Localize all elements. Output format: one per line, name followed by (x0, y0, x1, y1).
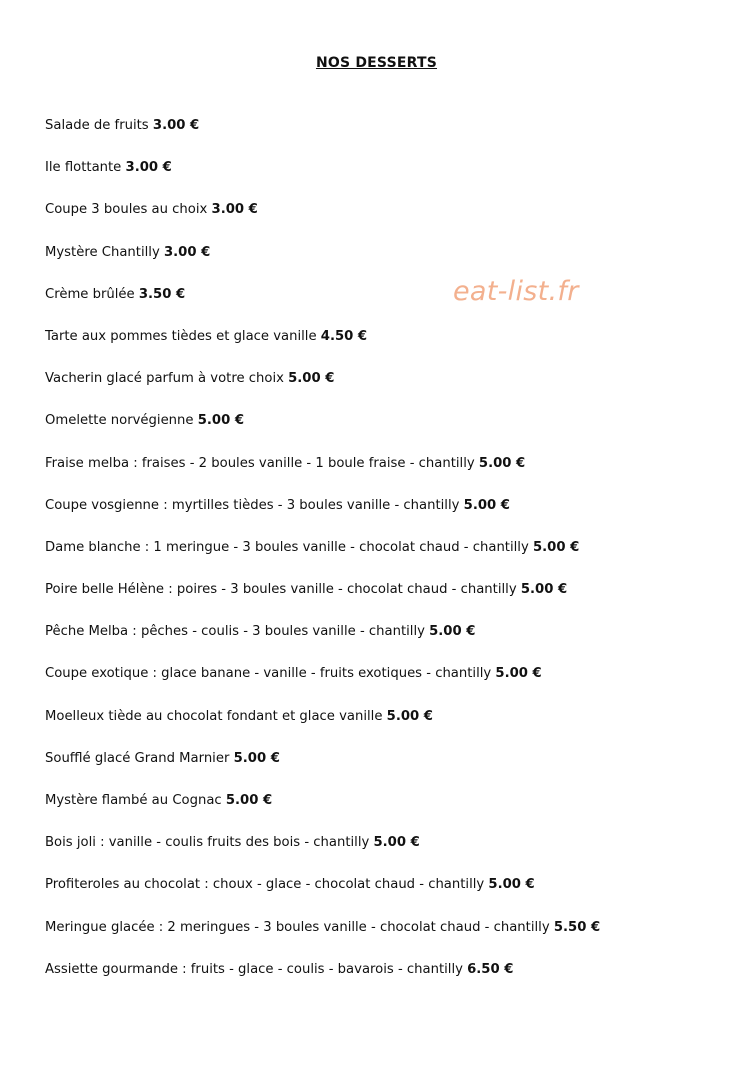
dessert-list (45, 116, 600, 1002)
menu-item-price: 3.50 € (138, 286, 186, 302)
menu-item-price: 5.00 € (429, 624, 476, 640)
menu-item (45, 285, 600, 327)
menu-item-name: Coupe 3 boules au choix (45, 202, 208, 218)
menu-item (45, 580, 600, 622)
menu-item-name: Dame blanche : 1 meringue - 3 boules vanille - chocolat chaud - chantilly (45, 539, 529, 555)
menu-item-price: 5.00 € (478, 455, 526, 471)
menu-item (45, 622, 600, 664)
menu-item-name: Soufflé glacé Grand Marnier (45, 750, 230, 766)
menu-item (45, 116, 600, 158)
menu-item (45, 960, 600, 1002)
menu-item-price: 6.50 € (467, 961, 514, 977)
menu-item-name: Tarte aux pommes tièdes et glace vanille (45, 328, 317, 344)
menu-item (45, 791, 600, 833)
menu-item-name: Mystère Chantilly (45, 244, 160, 260)
menu-item-price: 5.00 € (495, 666, 542, 682)
menu-item-name: Fraise melba : fraises - 2 boules vanille - 1 boule fraise - chantilly (45, 455, 475, 471)
menu-item (45, 918, 600, 960)
menu-item (45, 538, 600, 580)
menu-item-name: Pêche Melba : pêches - coulis - 3 boules vanille - chantilly (45, 624, 425, 640)
menu-item-price: 5.00 € (373, 835, 420, 851)
menu-item-price: 5.00 € (520, 582, 568, 598)
menu-item (45, 411, 600, 453)
menu-item (45, 496, 600, 538)
menu-item-name: Poire belle Hélène : poires - 3 boules vanille - chocolat chaud - chantilly (45, 582, 517, 598)
menu-item-price: 3.00 € (211, 202, 258, 218)
menu-item-price: 5.00 € (233, 750, 280, 766)
menu-item-name: Crème brûlée (45, 286, 135, 302)
menu-item-price: 5.00 € (197, 413, 245, 429)
menu-item-name: Omelette norvégienne (45, 413, 194, 429)
menu-item-price: 5.00 € (288, 371, 335, 387)
menu-item (45, 664, 600, 706)
page-title: NOS DESSERTS (315, 55, 438, 71)
menu-item-price: 5.00 € (488, 877, 535, 893)
menu-item-price: 3.00 € (152, 118, 200, 133)
menu-item-name: Coupe vosgienne : myrtilles tièdes - 3 boules vanille - chantilly (45, 497, 460, 513)
menu-item (45, 200, 600, 242)
menu-item-price: 3.00 € (125, 160, 172, 176)
menu-item-name: Ile flottante (45, 160, 122, 176)
menu-item (45, 749, 600, 791)
menu-item (45, 243, 600, 285)
menu-item (45, 327, 600, 369)
menu-item (45, 833, 600, 875)
watermark: eat-list.fr (453, 276, 579, 307)
menu-item-price: 5.50 € (553, 919, 601, 935)
menu-item-name: Meringue glacée : 2 meringues - 3 boules vanille - chocolat chaud - chantilly (45, 919, 550, 935)
menu-item-price: 5.00 € (532, 539, 580, 555)
menu-item-price: 5.00 € (463, 497, 510, 513)
menu-item-price: 5.00 € (386, 708, 433, 724)
menu-item-name: Salade de fruits (45, 118, 149, 133)
menu-item-price: 5.00 € (225, 793, 273, 808)
menu-item-name: Moelleux tiède au chocolat fondant et glace vanille (45, 708, 383, 724)
menu-item (45, 875, 600, 917)
menu-item-name: Mystère flambé au Cognac (45, 793, 222, 808)
menu-item-name: Bois joli : vanille - coulis fruits des bois - chantilly (45, 835, 370, 851)
menu-item-name: Coupe exotique : glace banane - vanille - fruits exotiques - chantilly (45, 666, 492, 682)
menu-item-name: Profiteroles au chocolat : choux - glace - chocolat chaud - chantilly (45, 877, 485, 893)
menu-item (45, 158, 600, 200)
menu-item-name: Assiette gourmande : fruits - glace - coulis - bavarois - chantilly (45, 961, 463, 977)
menu-item (45, 707, 600, 749)
menu-item-price: 3.00 € (163, 244, 211, 260)
menu-item-price: 4.50 € (320, 328, 368, 344)
menu-item-name: Vacherin glacé parfum à votre choix (45, 371, 284, 387)
menu-item (45, 454, 600, 496)
menu-item (45, 369, 600, 411)
